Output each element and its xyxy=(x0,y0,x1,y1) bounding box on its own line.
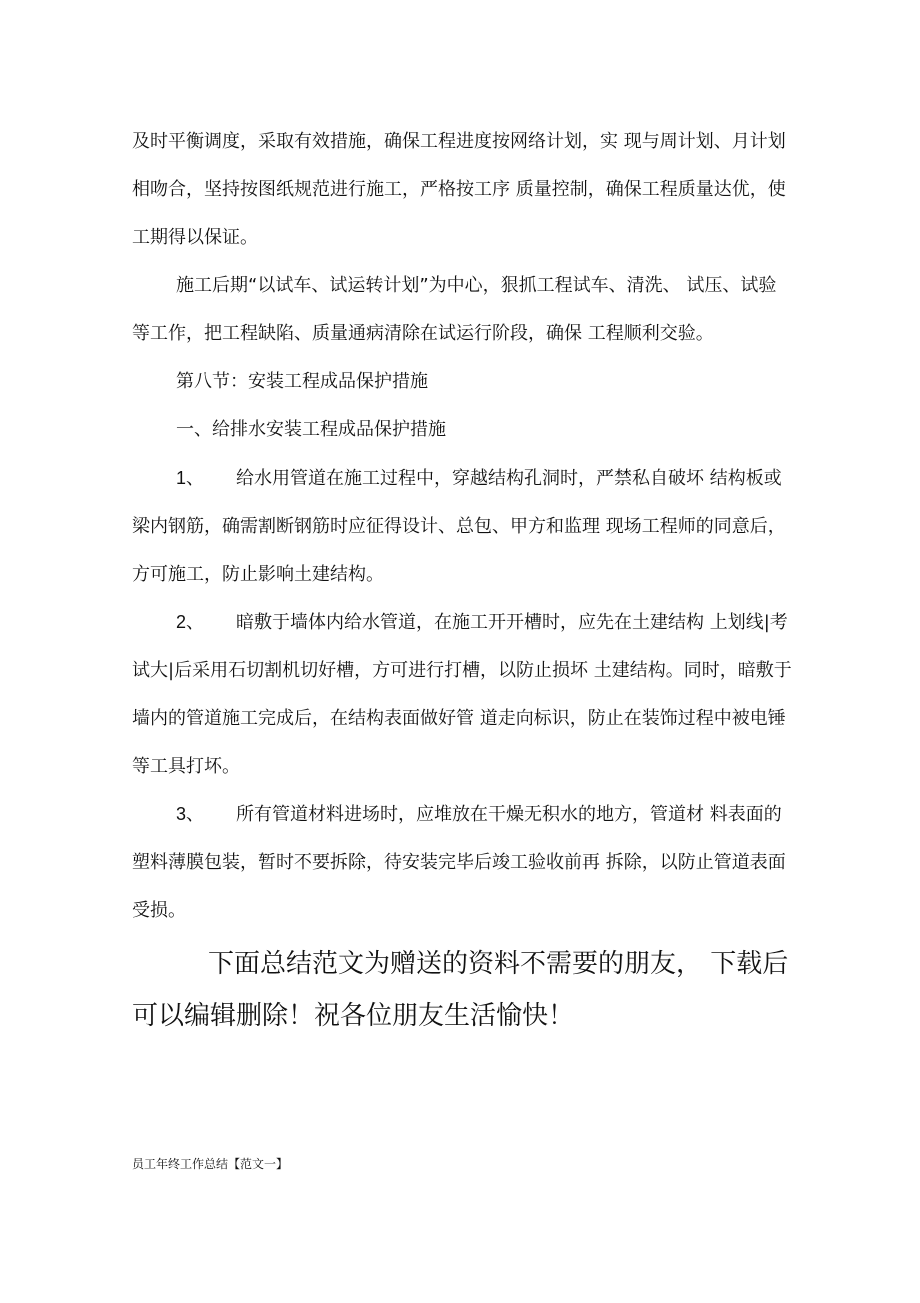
section-heading: 第八节：安装工程成品保护措施 xyxy=(176,371,428,392)
list-item-text: 给水用管道在施工过程中，穿越结构孔洞时，严禁私自破坏 结构板或梁内钢筋，确需割断钢筋时应征得设计、总包、甲方和监理 现场工程师的同意后，方可施工，防止影响土建结构。 xyxy=(132,468,786,585)
paragraph-trial-run: 施工后期“以试车、试运转计划”为中心，狠抓工程试车、清洗、 试压、试验等工作，把工程缺陷、质量通病清除在试运行阶段，确保 工程顺利交验。 xyxy=(132,275,777,344)
list-item-number: 2、 xyxy=(176,612,205,632)
footer-title: 员工年终工作总结【范文一】 xyxy=(132,1157,289,1171)
list-item-text: 暗敷于墙体内给水管道，在施工开开槽时，应先在土建结构 上划线|考试大|后采用石切割机切好槽，方可进行打槽，以防止损坏 土建结构。同时，暗敷于墙内的管道施工完成后，在结构表面做好管 道走向标识，防止在装饰过程中被电锤等工具打坏。 xyxy=(132,612,792,777)
subheading: 一、给排水安装工程成品保护措施 xyxy=(176,419,446,440)
list-item-2 xyxy=(132,598,792,791)
list-item-3 xyxy=(132,790,792,935)
paragraph-schedule-control: 及时平衡调度，采取有效措施，确保工程进度按网络计划，实 现与周计划、月计划相吻合，坚持按图纸规范进行施工，严格按工序 质量控制，确保工程质量达优，使工期得以保证。 xyxy=(132,131,786,248)
list-item-1 xyxy=(132,454,792,599)
list-item-number: 3、 xyxy=(176,804,205,824)
list-item-text: 所有管道材料进场时，应堆放在干燥无积水的地方，管道材 料表面的塑料薄膜包装，暂时不要拆除，待安装完毕后竣工验收前再 拆除，以防止管道表面受损。 xyxy=(132,804,786,921)
list-item-number: 1、 xyxy=(176,468,205,488)
free-material-notice: 下面总结范文为赠送的资料不需要的朋友， 下载后可以编辑删除！祝各位朋友生活愉快！ xyxy=(132,949,789,1031)
